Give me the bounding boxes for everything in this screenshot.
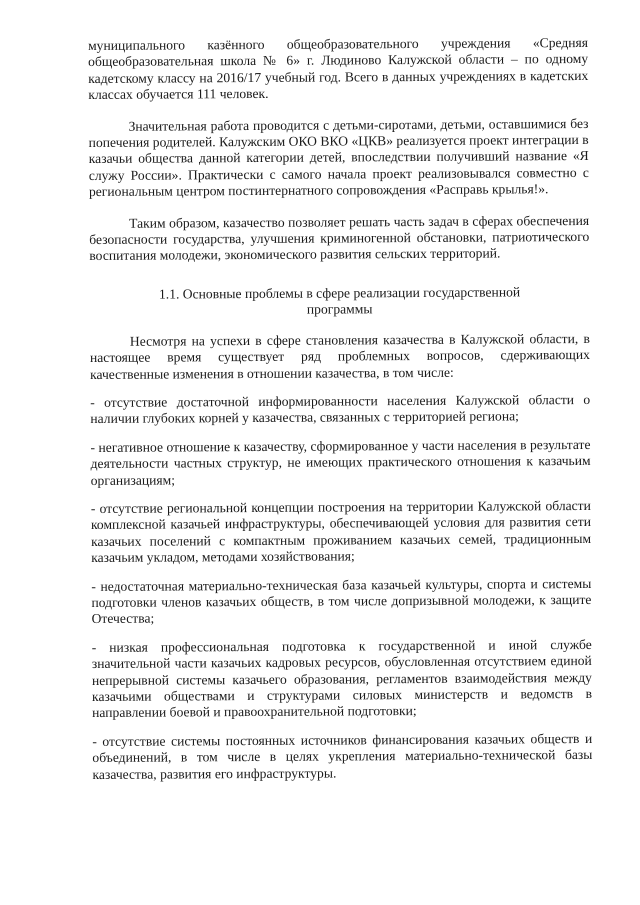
list-item-problem-5: - низкая профессиональная подготовка к государственной и иной службе значительной части казачьих кадровых ресурсов, обусловленная отсутствием единой непрерывной системы казачьего образования, регламентов взаимодействия между казачьими обществами и структурами силовых министерств и ведомств в направлении боевой и правоохранительной подготовки; bbox=[91, 636, 593, 721]
list-item-problem-1: - отсутствие достаточной информированности населения Калужской области о наличии глубоких корней у казачества, связанных с территорией региона; bbox=[90, 391, 591, 427]
section-heading: 1.1. Основные проблемы в сфере реализации государственной программы bbox=[158, 284, 521, 317]
document-page bbox=[88, 35, 593, 783]
list-item-problem-6: - отсутствие системы постоянных источников финансирования казачьих обществ и объединений, в том числе в целях укрепления материально-технической базы казачества, развития его инфраструктуры. bbox=[92, 730, 593, 782]
paragraph-cadet-classes: муниципального казённого общеобразовательного учреждения «Средняя общеобразовательная школа № 6» г. Людиново Калужской области – по одному кадетскому классу на 2016/17 учебный год. Всего в данных учреждениях в кадетских классах обучается 111 человек. bbox=[88, 34, 589, 103]
paragraph-problems-intro: Несмотря на успехи в сфере становления казачества в Калужской области, в настоящее время существует ряд проблемных вопросов, сдерживающих качественные изменения в отношении казачества, в том числе: bbox=[89, 330, 590, 382]
paragraph-conclusion: Таким образом, казачество позволяет решать часть задач в сферах обеспечения безопасности государства, улучшения криминогенной обстановки, патриотического воспитания молодежи, экономического развития сельских территорий. bbox=[89, 212, 590, 264]
list-item-problem-3: - отсутствие региональной концепции построения на территории Калужской области комплексной казачьей инфраструктуры, обеспечивающей условия для развития сети казачьих поселений с компактным проживанием казачьих семей, традиционным казачьим укладом, методами хозяйствования; bbox=[90, 497, 592, 566]
paragraph-orphans-project: Значительная работа проводится с детьми-сиротами, детьми, оставшимися без попечения родителей. Калужским ОКО ВКО «ЦКВ» реализуется проект интеграции в казачьи общества данной категории детей, впоследствии получивший название «Я служу России». Практически с самого начала проект реализовывался совместно с региональным центром постинтернатного сопровождения «Расправь крылья!». bbox=[88, 115, 589, 200]
list-item-problem-4: - недостаточная материально-техническая база казачьей культуры, спорта и системы подготовки членов казачьих обществ, в том числе допризывной молодежи, к защите Отечества; bbox=[91, 575, 592, 627]
list-item-problem-2: - негативное отношение к казачеству, сформированное у части населения в результате деятельности частных структур, не имеющих практического отношения к казачьим организациям; bbox=[90, 436, 591, 488]
